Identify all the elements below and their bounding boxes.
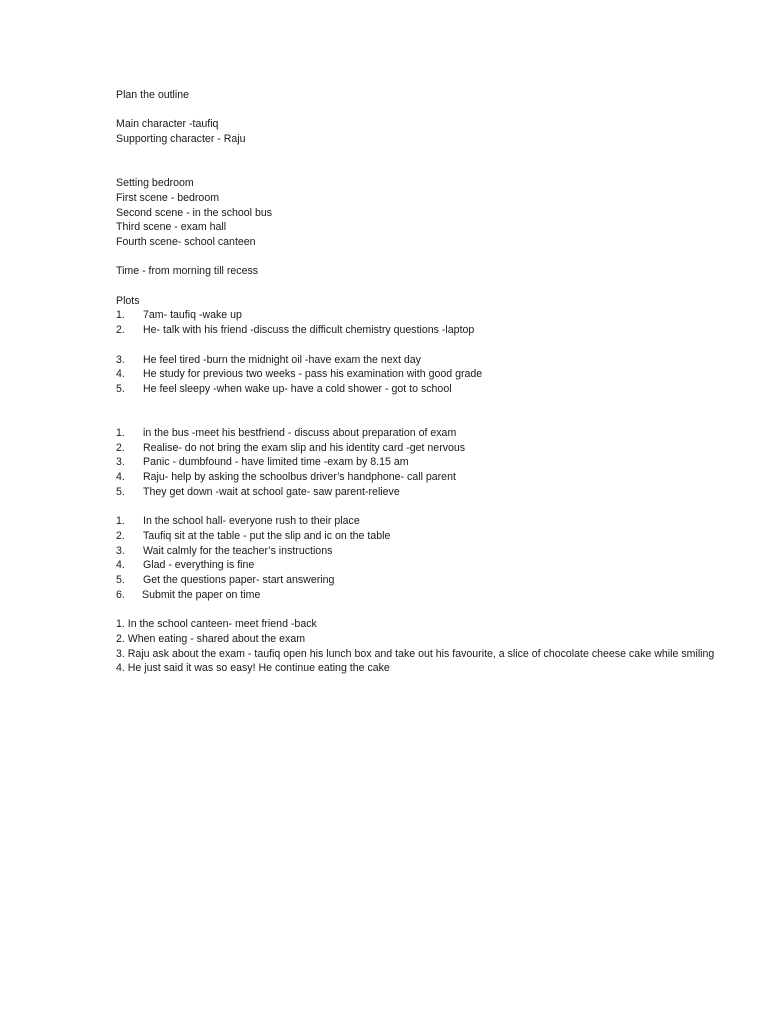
list-item bbox=[116, 367, 716, 382]
supporting-character-line: Supporting character - Raju bbox=[116, 133, 246, 146]
list-number: 4. bbox=[116, 559, 125, 572]
list-number: 1. bbox=[116, 515, 125, 528]
list-text: Panic - dumbfound - have limited time -exam by 8.15 am bbox=[143, 456, 409, 469]
list-text: They get down -wait at school gate- saw parent-relieve bbox=[143, 485, 400, 498]
list-item: 3. Raju ask about the exam - taufiq open his lunch box and take out his favourite, a slice of chocolate cheese cake while smiling bbox=[116, 647, 715, 660]
spacer bbox=[116, 397, 716, 426]
list-text: Submit the paper on time bbox=[142, 588, 261, 601]
list-item bbox=[116, 353, 716, 368]
plots-heading: Plots bbox=[116, 294, 140, 307]
list-number: 2. bbox=[116, 324, 125, 337]
list-item bbox=[116, 426, 716, 441]
list-number: 4. bbox=[116, 368, 125, 381]
spacer bbox=[116, 279, 716, 294]
list-number: 5. bbox=[116, 574, 125, 587]
list-text: 7am- taufiq -wake up bbox=[143, 309, 242, 322]
list-item bbox=[116, 470, 716, 485]
list-item bbox=[116, 544, 716, 559]
list-text: He feel sleepy -when wake up- have a cold shower - got to school bbox=[143, 382, 452, 395]
list-item bbox=[116, 485, 716, 500]
list-item bbox=[116, 382, 716, 397]
list-text: Taufiq sit at the table - put the slip and ic on the table bbox=[143, 529, 391, 542]
list-text: He feel tired -burn the midnight oil -have exam the next day bbox=[143, 353, 421, 366]
list-number: 4. bbox=[116, 471, 125, 484]
list-number: 3. bbox=[116, 353, 125, 366]
list-text: in the bus -meet his bestfriend - discuss about preparation of exam bbox=[143, 427, 457, 440]
list-number: 2. bbox=[116, 441, 125, 454]
list-item bbox=[116, 573, 716, 588]
list-number: 1. bbox=[116, 309, 125, 322]
list-item: 4. He just said it was so easy! He continue eating the cake bbox=[116, 662, 390, 675]
list-item: 2. When eating - shared about the exam bbox=[116, 632, 306, 645]
spacer bbox=[116, 103, 716, 118]
list-text: He study for previous two weeks - pass his examination with good grade bbox=[143, 368, 483, 381]
list-item bbox=[116, 588, 716, 603]
list-item: 1. In the school canteen- meet friend -back bbox=[116, 618, 317, 631]
main-character-line: Main character -taufiq bbox=[116, 118, 219, 131]
fourth-scene-line: Fourth scene- school canteen bbox=[116, 236, 256, 248]
spacer bbox=[116, 603, 716, 618]
list-text: Raju- help by asking the schoolbus driver’s handphone- call parent bbox=[143, 471, 456, 484]
list-number: 1. bbox=[116, 427, 125, 440]
list-item bbox=[116, 308, 716, 323]
list-item bbox=[116, 323, 716, 338]
list-item bbox=[116, 558, 716, 573]
list-text: He- talk with his friend -discuss the difficult chemistry questions -laptop bbox=[143, 324, 475, 337]
list-number: 2. bbox=[116, 529, 125, 542]
list-text: Realise- do not bring the exam slip and his identity card -get nervous bbox=[143, 441, 466, 454]
setting-line: Setting bedroom bbox=[116, 177, 194, 190]
list-item bbox=[116, 514, 716, 529]
list-text: In the school hall- everyone rush to their place bbox=[143, 515, 360, 528]
spacer bbox=[116, 500, 716, 515]
spacer bbox=[116, 250, 716, 265]
spacer bbox=[116, 147, 716, 176]
time-line: Time - from morning till recess bbox=[116, 265, 259, 278]
first-scene-line: First scene - bedroom bbox=[116, 191, 220, 204]
list-number: 5. bbox=[116, 485, 125, 498]
spacer bbox=[116, 338, 716, 353]
list-text: Glad - everything is fine bbox=[143, 559, 255, 572]
list-number: 3. bbox=[116, 456, 125, 469]
list-text: Wait calmly for the teacher’s instructions bbox=[143, 544, 333, 557]
list-number: 5. bbox=[116, 382, 125, 395]
list-item bbox=[116, 455, 716, 470]
list-item bbox=[116, 441, 716, 456]
list-text: Get the questions paper- start answering bbox=[143, 574, 335, 587]
third-scene-line: Third scene - exam hall bbox=[116, 221, 227, 234]
list-number: 3. bbox=[116, 544, 125, 557]
second-scene-line: Second scene - in the school bus bbox=[116, 206, 273, 219]
list-item bbox=[116, 529, 716, 544]
list-number: 6. bbox=[116, 588, 125, 601]
document-title: Plan the outline bbox=[116, 89, 190, 101]
outline-document bbox=[116, 88, 716, 676]
